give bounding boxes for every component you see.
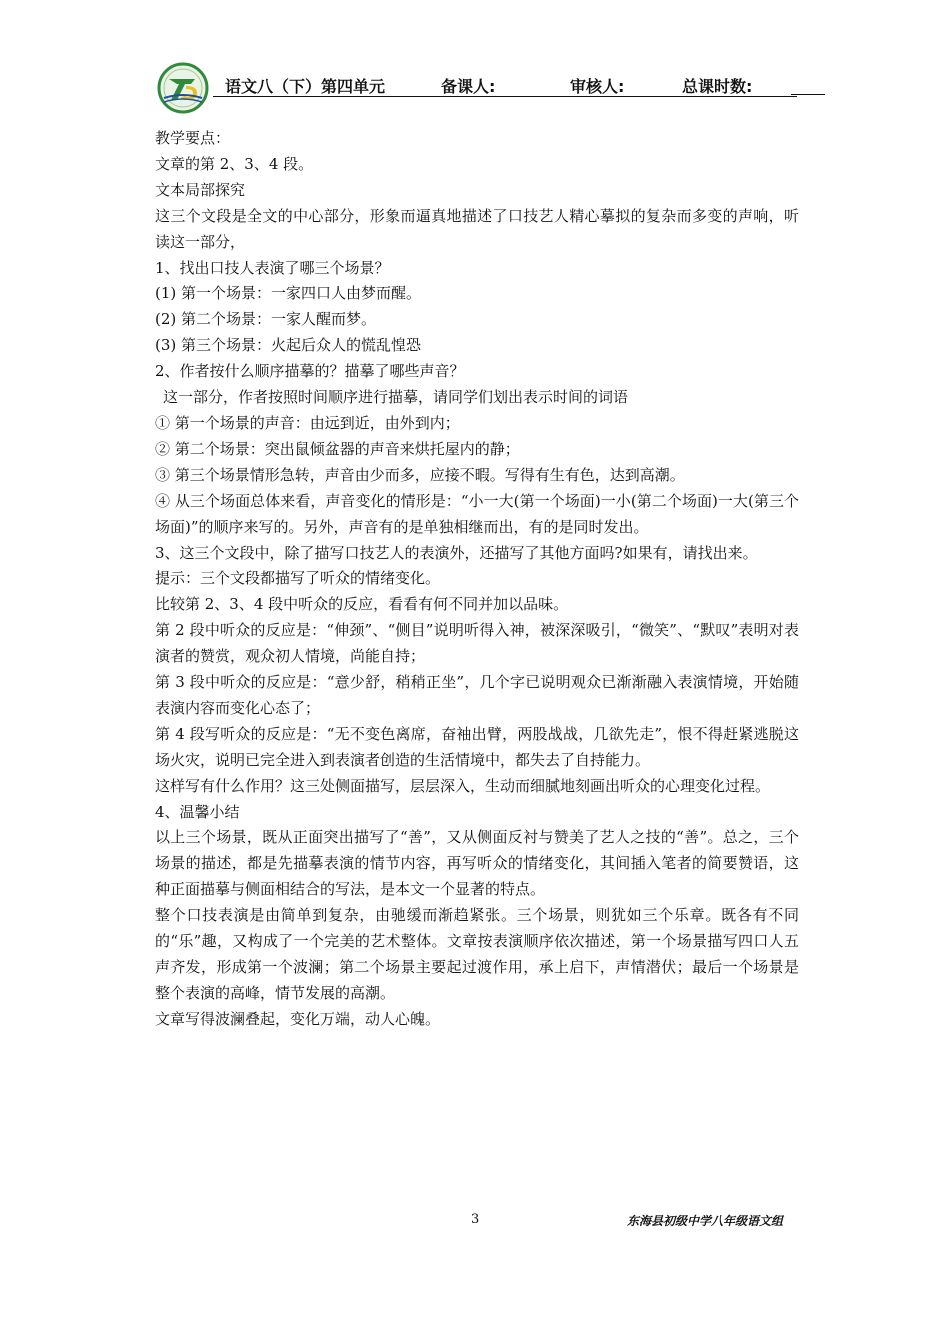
paragraph: 第 4 段写听众的反应是：“无不变色离席，奋袖出臂，两股战战，几欲先走”，恨不得赶紧逃脱这场火灾，说明已完全进入到表演者创造的生活情境中，都失去了自持能力。 — [155, 724, 799, 769]
paragraph: 以上三个场景，既从正面突出描写了“善”，又从侧面反衬与赞美了艺人之技的“善”。总之，三个场景的描述，都是先描摹表演的情节内容，再写听众的情绪变化，其间插入笔者的简要赞语，这种正面描摹与侧面相结合的写法，是本文一个显著的特点。 — [155, 828, 799, 899]
question-heading: 3、这三个文段中，除了描写口技艺人的表演外，还描写了其他方面吗?如果有，请找出来。 — [155, 543, 758, 562]
lesson-content — [155, 126, 799, 1033]
paragraph: 第 3 段中听众的反应是：“意少舒，稍稍正坐”，几个字已说明观众已渐渐融入表演情境，开始随表演内容而变化心态了； — [155, 673, 799, 717]
paragraph: 提示：三个文段都描写了听众的情绪变化。 — [155, 569, 441, 588]
list-item: (1) 第一个场景：一家四口人由梦而醒。 — [155, 284, 422, 303]
section-heading: 文本局部探究 — [155, 180, 246, 199]
paragraph: 这三个文段是全文的中心部分，形象而逼真地描述了口技艺人精心摹拟的复杂而多变的声响，听读这一部分， — [155, 206, 799, 251]
footer-organization: 东海县初级中学八年级语文组 — [627, 1214, 784, 1228]
page-number: 3 — [471, 1212, 480, 1227]
list-item: (3) 第三个场景：火起后众人的慌乱惶恐 — [155, 336, 422, 355]
preparer-label: 备课人: — [441, 77, 496, 96]
section-heading: 教学要点： — [155, 129, 231, 147]
list-item: ② 第二个场景：突出鼠倾盆器的声音来烘托屋内的静； — [155, 439, 520, 458]
question-heading: 4、温馨小结 — [155, 802, 240, 821]
school-emblem-icon — [155, 62, 211, 114]
paragraph: 文章的第 2、3、4 段。 — [155, 154, 314, 173]
header-divider — [213, 96, 797, 97]
reviewer-label: 审核人: — [570, 77, 625, 96]
list-item: ③ 第三个场景情形急转，声音由少而多，应接不暇。写得有生有色，达到高潮。 — [155, 465, 685, 484]
paragraph: 比较第 2、3、4 段中听众的反应，看看有何不同并加以品味。 — [155, 595, 569, 614]
unit-title: 语文八（下）第四单元 — [225, 77, 386, 96]
list-item: ④ 从三个场面总体来看，声音变化的情形是：“小一大(第一个场面)一小(第二个场面)一大(第三个场面)”的顺序来写的。另外，声音有的是单独相继而出，有的是同时发出。 — [155, 491, 799, 536]
page-header — [155, 62, 797, 114]
question-heading: 1、找出口技人表演了哪三个场景？ — [155, 258, 390, 277]
paragraph: 文章写得波澜叠起，变化万端，动人心魄。 — [155, 1009, 441, 1028]
question-heading: 2、作者按什么顺序描摹的？描摹了哪些声音？ — [155, 362, 465, 381]
list-item: (2) 第二个场景：一家人醒而梦。 — [155, 310, 377, 329]
paragraph: 这样写有什么作用？这三处侧面描写，层层深入，生动而细腻地刻画出听众的心理变化过程。 — [155, 776, 771, 795]
paragraph: 整个口技表演是由简单到复杂，由驰缓而渐趋紧张。三个场景，则犹如三个乐章。既各有不同的“乐”趣，又构成了一个完美的艺术整体。文章按表演顺序依次描述，第一个场景描写四口人五声齐发，形成第一个波澜；第二个场景主要起过渡作用，承上启下，声情潜伏；最后一个场景是整个表演的高峰，情节发展的高潮。 — [155, 906, 799, 1002]
total-lessons-blank — [791, 74, 825, 95]
page-footer — [0, 1212, 950, 1232]
list-item: ① 第一个场景的声音：由远到近，由外到内； — [155, 413, 460, 432]
paragraph: 这一部分，作者按照时间顺序进行描摹，请同学们划出表示时间的词语 — [163, 388, 629, 407]
paragraph: 第 2 段中听众的反应是：“伸颈”、“侧目”说明听得入神，被深深吸引，“微笑”、“默叹”表明对表演者的赞赏，观众初人情境，尚能自持； — [155, 621, 799, 666]
total-lessons-label: 总课时数: — [682, 77, 753, 96]
